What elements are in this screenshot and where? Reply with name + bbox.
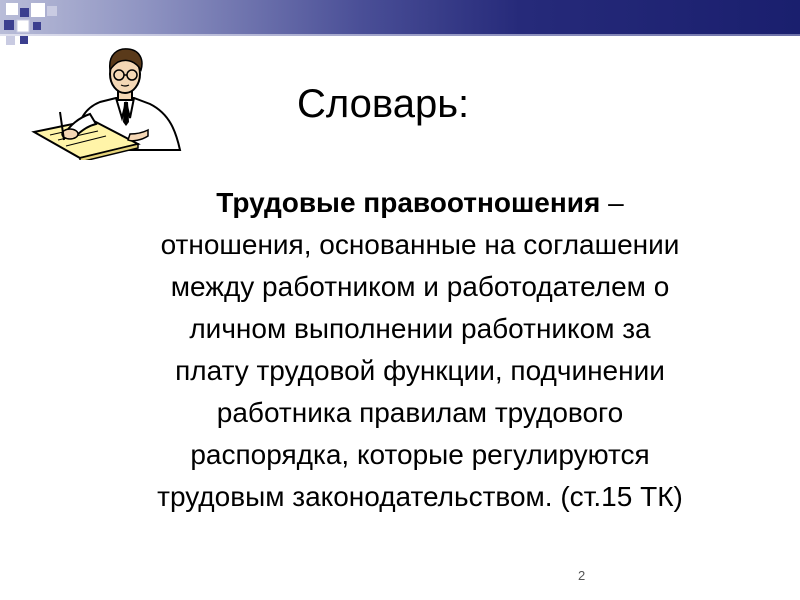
definition-heading-line (60, 182, 780, 224)
definition-line: трудовым законодательством. (ст.15 ТК) (157, 481, 683, 512)
definition-line: отношения, основанные на соглашении (160, 229, 680, 260)
definition-line: распорядка, которые регулируются (190, 439, 650, 470)
definition-block (60, 182, 780, 518)
definition-line: плату трудовой функции, подчинении (175, 355, 665, 386)
definition-line: работника правилам трудового (216, 397, 624, 428)
term-dash: – (600, 187, 624, 218)
page-number: 2 (578, 568, 586, 583)
term-label: Трудовые правоотношения (216, 187, 601, 218)
scholar-writing-illustration (30, 40, 195, 160)
definition-line: между работником и работодателем о (170, 271, 670, 302)
header-band-shadow (0, 34, 800, 36)
slide-title: Словарь: (297, 82, 470, 126)
header-band (0, 0, 800, 34)
definition-line: личном выполнении работником за (189, 313, 651, 344)
